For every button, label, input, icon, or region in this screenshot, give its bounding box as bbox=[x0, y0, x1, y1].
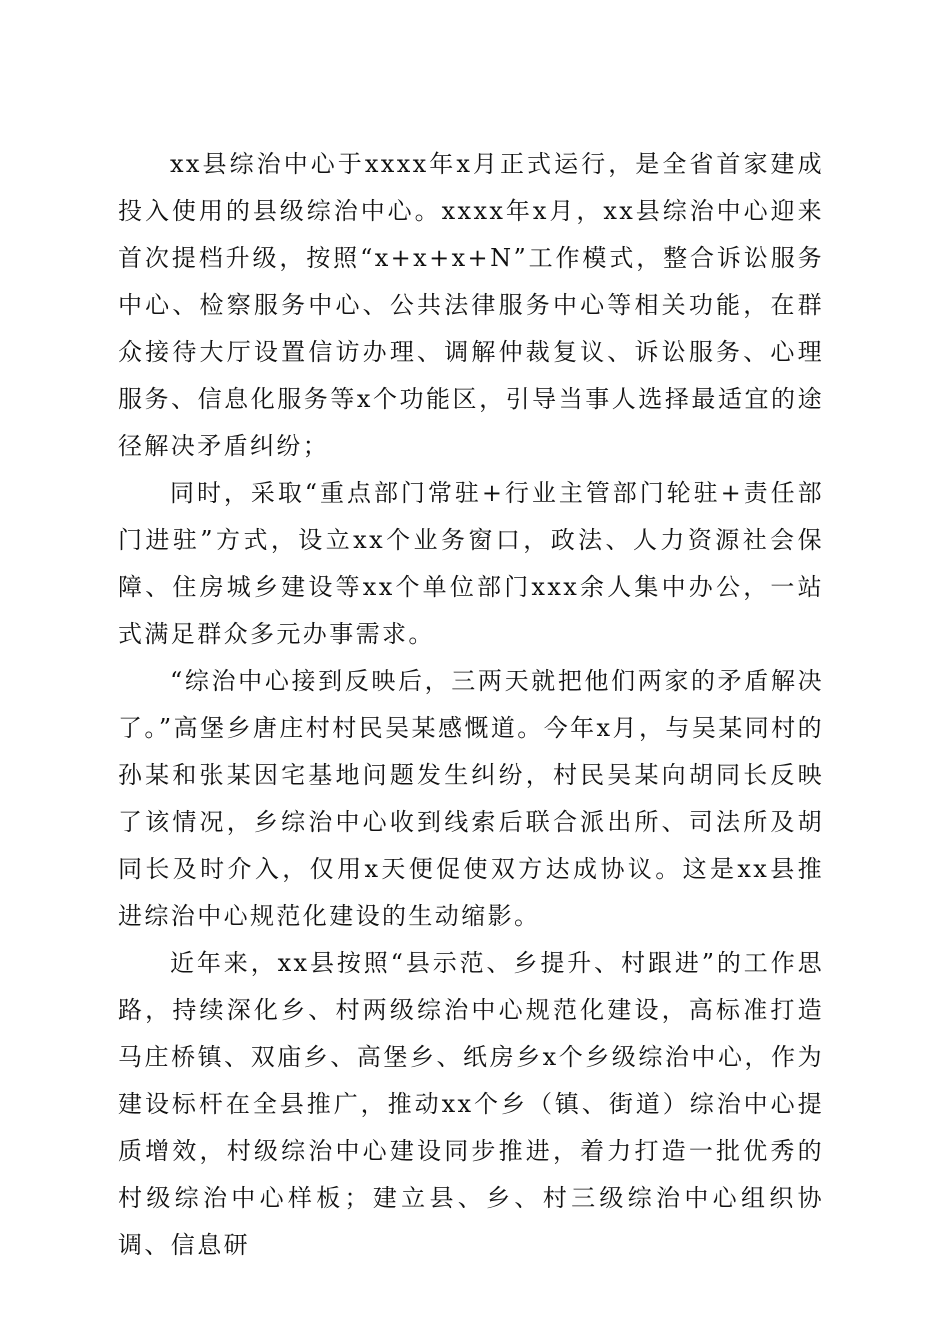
paragraph-4: 近年来，xx县按照“县示范、乡提升、村跟进”的工作思路，持续深化乡、村两级综治中心规范化建设，高标准打造马庄桥镇、双庙乡、高堡乡、纸房乡x个乡级综治中心，作为建设标杆在全县推广，推动xx个乡（镇、街道）综治中心提质增效，村级综治中心建设同步推进，着力打造一批优秀的村级综治中心样板；建立县、乡、村三级综治中心组织协调、信息研 bbox=[118, 949, 824, 1259]
paragraph-3: “综治中心接到反映后，三两天就把他们两家的矛盾解决了。”高堡乡唐庄村村民吴某感慨道。今年x月，与吴某同村的孙某和张某因宅基地问题发生纠纷，村民吴某向胡同长反映了该情况，乡综治中心收到线索后联合派出所、司法所及胡同长及时介入，仅用x天便促使双方达成协议。这是xx县推进综治中心规范化建设的生动缩影。 bbox=[118, 667, 824, 930]
paragraph-1: xx县综治中心于xxxx年x月正式运行，是全省首家建成投入使用的县级综治中心。xxxx年x月，xx县综治中心迎来首次提档升级，按照“x+x+x+N”工作模式，整合诉讼服务中心、检察服务中心、公共法律服务中心等相关功能，在群众接待大厅设置信访办理、调解仲裁复议、诉讼服务、心理服务、信息化服务等x个功能区，引导当事人选择最适宜的途径解决矛盾纠纷； bbox=[118, 150, 824, 460]
document-body bbox=[118, 141, 824, 1269]
paragraph-2: 同时，采取“重点部门常驻+行业主管部门轮驻+责任部门进驻”方式，设立xx个业务窗口，政法、人力资源社会保障、住房城乡建设等xx个单位部门xxx余人集中办公，一站式满足群众多元办事需求。 bbox=[118, 479, 824, 648]
